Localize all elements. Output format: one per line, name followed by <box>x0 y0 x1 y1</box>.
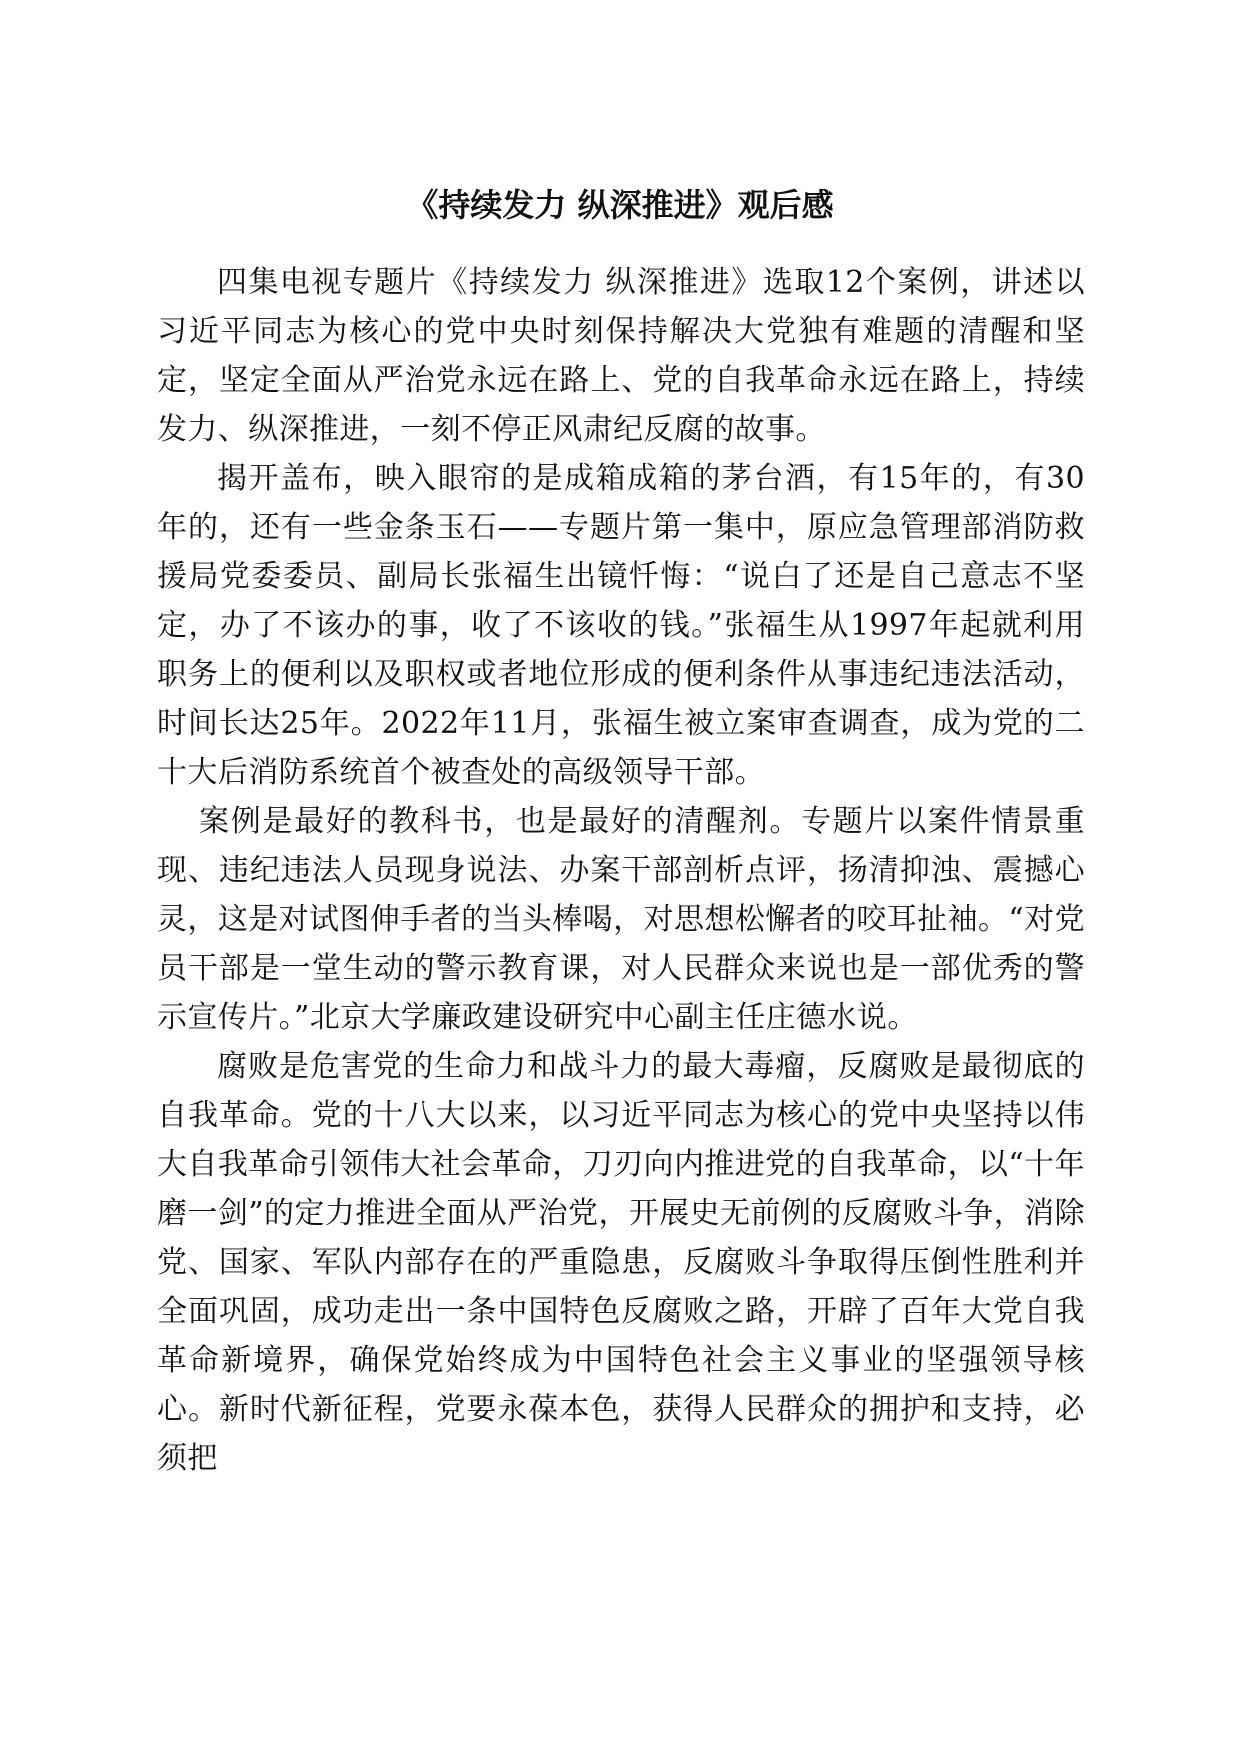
paragraph-3: 案例是最好的教科书，也是最好的清醒剂。专题片以案件情景重现、违纪违法人员现身说法、办案干部剖析点评，扬清抑浊、震撼心灵，这是对试图伸手者的当头棒喝，对思想松懈者的咬耳扯袖。“对党员干部是一堂生动的警示教育课，对人民群众来说也是一部优秀的警示宣传片。”北京大学廉政建设研究中心副主任庄德水说。 <box>157 804 1085 1035</box>
paragraph-2: 揭开盖布，映入眼帘的是成箱成箱的茅台酒，有15年的，有30年的，还有一些金条玉石——专题片第一集中，原应急管理部消防救援局党委委员、副局长张福生出镜忏悔：“说白了还是自己意志不坚定，办了不该办的事，收了不该收的钱。”张福生从1997年起就利用职务上的便利以及职权或者地位形成的便利条件从事违纪违法活动，时间长达25年。2022年11月，张福生被立案审查调查，成为党的二十大后消防系统首个被查处的高级领导干部。 <box>157 461 1085 790</box>
document-title: 《持续发力 纵深推进》观后感 <box>406 186 834 224</box>
paragraph-1: 四集电视专题片《持续发力 纵深推进》选取12个案例，讲述以习近平同志为核心的党中央时刻保持解决大党独有难题的清醒和坚定，坚定全面从严治党永远在路上、党的自我革命永远在路上，持续发力、纵深推进，一刻不停正风肃纪反腐的故事。 <box>157 265 1085 447</box>
paragraph-4: 腐败是危害党的生命力和战斗力的最大毒瘤，反腐败是最彻底的自我革命。党的十八大以来，以习近平同志为核心的党中央坚持以伟大自我革命引领伟大社会革命，刀刃向内推进党的自我革命，以“十年磨一剑”的定力推进全面从严治党，开展史无前例的反腐败斗争，消除党、国家、军队内部存在的严重隐患，反腐败斗争取得压倒性胜利并全面巩固，成功走出一条中国特色反腐败之路，开辟了百年大党自我革命新境界，确保党始终成为中国特色社会主义事业的坚强领导核心。新时代新征程，党要永葆本色，获得人民群众的拥护和支持，必须把 <box>157 1049 1085 1476</box>
document-body <box>157 258 1085 1483</box>
